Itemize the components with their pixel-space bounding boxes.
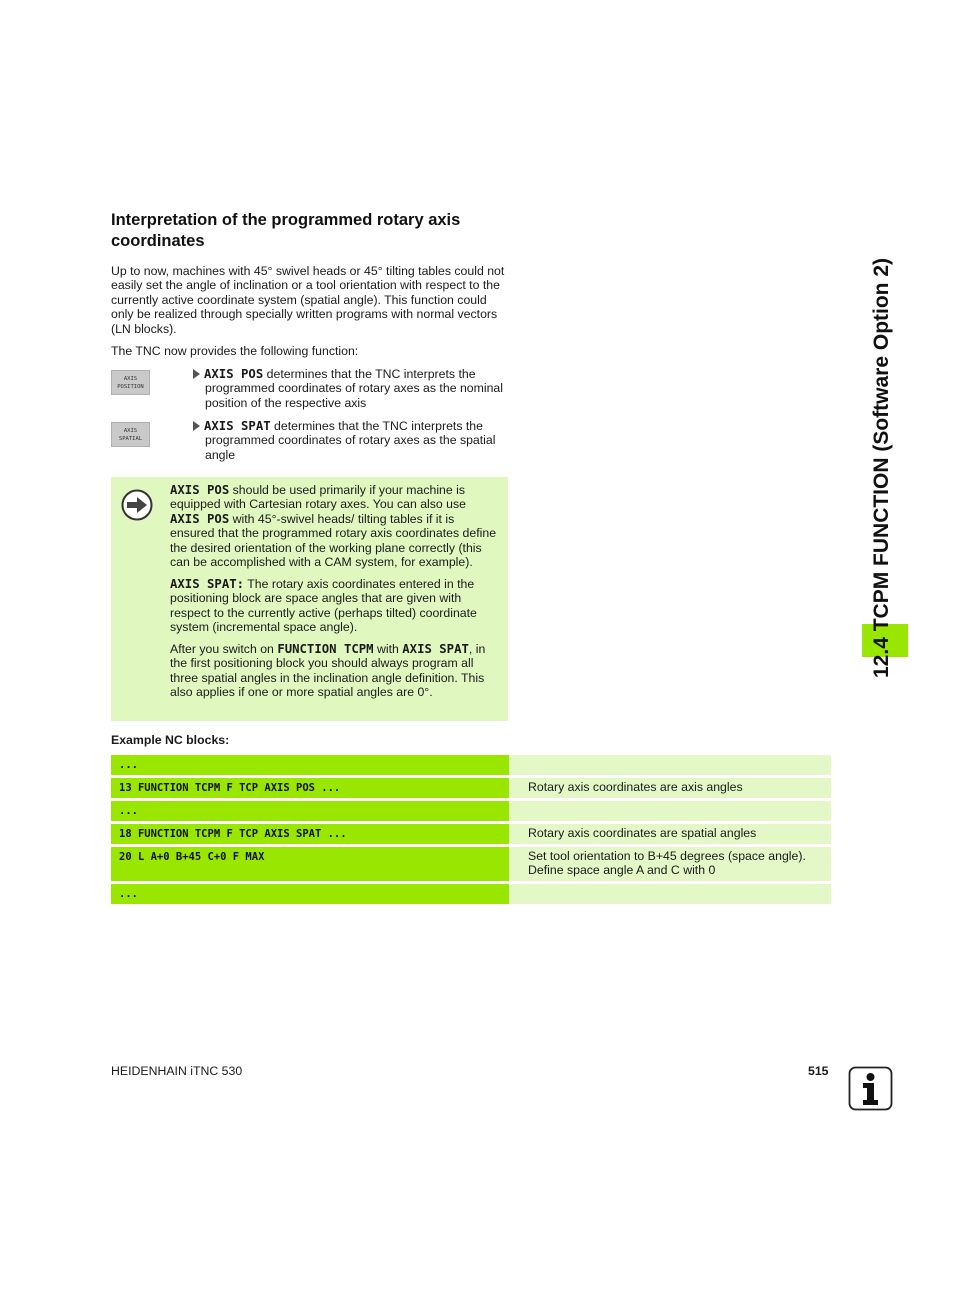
nc-comment: Set tool orientation to B+45 degrees (space angle). Define space angle A and C with 0: [509, 847, 831, 881]
note-body: [170, 483, 498, 707]
page-heading: Interpretation of the programmed rotary axis coordinates: [111, 211, 461, 250]
footer-manual-name: HEIDENHAIN iTNC 530: [111, 1064, 243, 1078]
softkey-axis-position[interactable]: [111, 370, 150, 395]
nc-code: ...: [111, 884, 509, 904]
nc-comment: [509, 755, 831, 775]
note-paragraph-2: [170, 577, 498, 635]
note-text: After you switch on: [170, 642, 278, 657]
option-axis-pos: [193, 367, 507, 410]
note-text: should be used primarily if your machine is equipped with Cartesian rotary axes. You can also use: [170, 483, 466, 512]
note-text: The rotary axis coordinates entered in the positioning block are space angles that are given with respect to the currently active (perhaps tilted) coordinate system (incremental space angle).: [170, 576, 477, 635]
note-text: with 45°-swivel heads/ tilting tables if it is ensured that the programmed rotary axis coordinates define the desired orientation of the working plane correctly (this can be accomplished with a CAM system, for example).: [170, 511, 497, 570]
option-text-first: determines that the TNC interprets the: [270, 419, 483, 433]
nc-blocks-table: [111, 755, 831, 907]
note-text: with: [373, 642, 403, 657]
table-row: [111, 801, 831, 821]
option-text-rest: programmed coordinates of rotary axes as the spatial angle: [205, 433, 496, 462]
code-axis-spat: AXIS SPAT: [402, 642, 469, 657]
softkey-label-line1: AXIS: [123, 427, 138, 434]
nc-comment: Rotary axis coordinates are axis angles: [509, 778, 831, 798]
softkey-label-line1: AXIS: [123, 375, 138, 382]
code-axis-spat: AXIS SPAT: [204, 419, 271, 433]
option-text-rest: programmed coordinates of rotary axes as the nominal position of the respective axis: [205, 381, 504, 410]
code-function-tcpm: FUNCTION TCPM: [277, 642, 374, 657]
nc-comment: [509, 801, 831, 821]
code-axis-pos: AXIS POS: [204, 367, 264, 381]
nc-code: 18 FUNCTION TCPM F TCP AXIS SPAT ...: [111, 824, 509, 844]
option-text-first: determines that the TNC interprets the: [263, 367, 476, 381]
nc-code: ...: [111, 755, 509, 775]
option-axis-spat: [193, 419, 507, 462]
code-axis-pos: AXIS POS: [170, 483, 230, 497]
nc-code: 13 FUNCTION TCPM F TCP AXIS POS ...: [111, 778, 509, 798]
softkey-label-line2: SPATIAL: [118, 435, 143, 442]
note-text: , in the first positioning block you should always program all three spatial angles in the inclination angle definition. This also applies if one or more spatial angles are 0°.: [170, 642, 486, 700]
table-row: [111, 884, 831, 904]
table-row: [111, 847, 831, 881]
table-row: [111, 778, 831, 798]
nc-code: ...: [111, 801, 509, 821]
provides-paragraph: The TNC now provides the following function:: [111, 344, 359, 358]
triangle-bullet-icon: [193, 421, 200, 431]
triangle-bullet-icon: [193, 369, 200, 379]
softkey-axis-spatial[interactable]: [111, 422, 150, 447]
note-paragraph-3: [170, 642, 498, 700]
table-row: [111, 755, 831, 775]
info-icon: [848, 1066, 893, 1111]
example-label: Example NC blocks:: [111, 733, 230, 747]
nc-comment: [509, 884, 831, 904]
section-title-vertical: 12.4 TCPM FUNCTION (Software Option 2): [870, 257, 893, 678]
note-box: [111, 477, 508, 721]
page-number: 515: [808, 1064, 829, 1078]
intro-paragraph: Up to now, machines with 45° swivel heads or 45° tilting tables could not easily set the angle of inclination or a tool orientation with respect to the currently active coordinate system (spatial angle). This function could only be realized through specially written programs with normal vectors (LN blocks).: [111, 264, 505, 336]
table-row: [111, 824, 831, 844]
arrow-right-icon: [121, 489, 153, 521]
nc-code: 20 L A+0 B+45 C+0 F MAX: [111, 847, 509, 881]
softkey-label-line2: POSITION: [117, 383, 144, 390]
code-axis-pos: AXIS POS: [170, 511, 230, 526]
note-paragraph-1: [170, 483, 498, 569]
code-axis-spat: AXIS SPAT:: [170, 576, 245, 591]
nc-comment: Rotary axis coordinates are spatial angles: [509, 824, 831, 844]
